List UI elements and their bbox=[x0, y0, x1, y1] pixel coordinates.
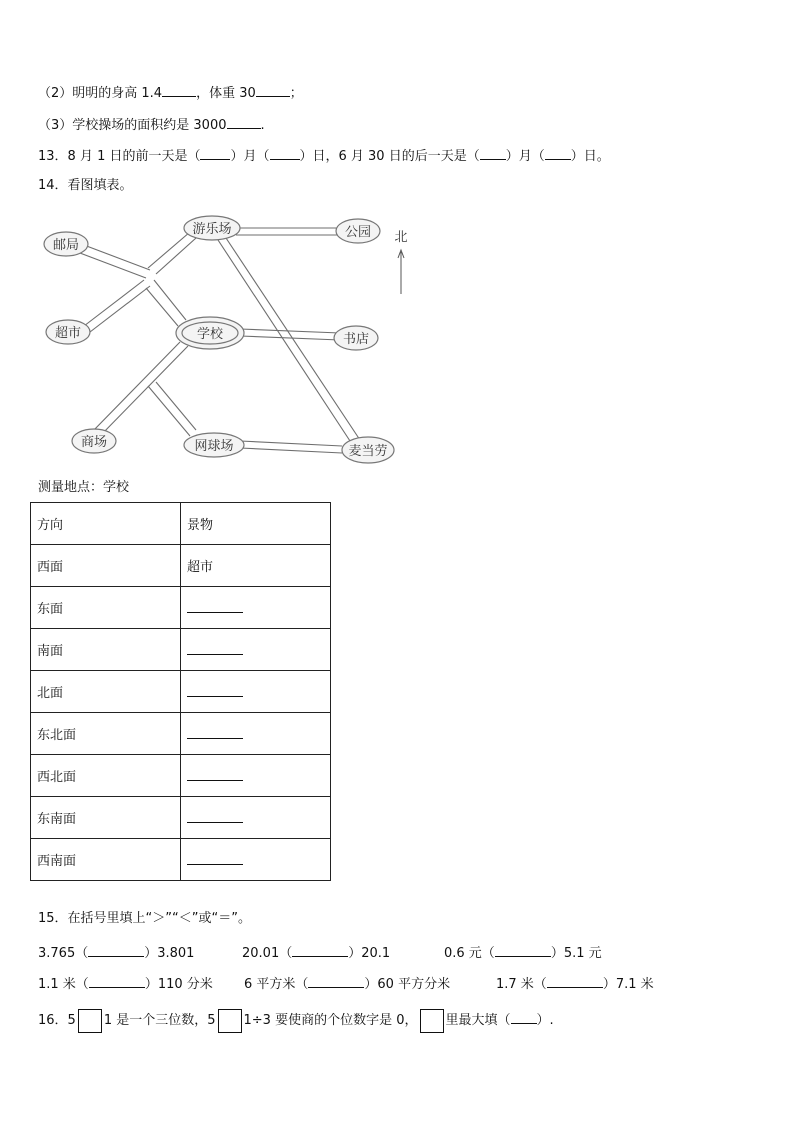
digit-box[interactable] bbox=[218, 1009, 242, 1033]
direction-cell: 东面 bbox=[31, 587, 181, 629]
compare-item bbox=[242, 942, 390, 963]
answer-blank[interactable] bbox=[227, 114, 261, 129]
table-row bbox=[31, 839, 331, 881]
table-row bbox=[31, 797, 331, 839]
post-office-label: 邮局 bbox=[52, 238, 80, 253]
answer-blank[interactable] bbox=[270, 145, 300, 160]
question-12-3 bbox=[38, 114, 265, 135]
answer-blank[interactable] bbox=[308, 973, 364, 988]
digit-box[interactable] bbox=[78, 1009, 102, 1033]
table-row bbox=[31, 545, 331, 587]
compare-item bbox=[496, 973, 654, 994]
school-label: 学校 bbox=[196, 327, 224, 342]
compare-left: 1.7 米（ bbox=[496, 977, 547, 992]
answer-blank[interactable] bbox=[88, 942, 144, 957]
compare-item bbox=[38, 973, 213, 994]
compare-right: ）60 平方分米 bbox=[364, 977, 451, 992]
amusement-park-label: 游乐场 bbox=[192, 222, 232, 237]
scene-cell: 超市 bbox=[181, 545, 331, 587]
compare-right: ）110 分米 bbox=[144, 977, 213, 992]
table-header-cell: 方向 bbox=[31, 503, 181, 545]
compare-right: ）5.1 元 bbox=[550, 946, 602, 961]
q13-text-d: ）月（ bbox=[505, 149, 545, 164]
compare-left: 20.01（ bbox=[242, 946, 293, 961]
compare-item bbox=[244, 973, 450, 994]
park-label: 公园 bbox=[344, 225, 372, 240]
q12-2-text-a: （2）明明的身高 1.4 bbox=[38, 86, 163, 101]
answer-blank[interactable] bbox=[187, 682, 243, 697]
bookstore-label: 书店 bbox=[342, 332, 370, 347]
scene-answer-cell bbox=[181, 755, 331, 797]
q13-text-b: ）月（ bbox=[230, 149, 270, 164]
answer-blank[interactable] bbox=[480, 145, 506, 160]
scene-answer-cell bbox=[181, 797, 331, 839]
map-diagram bbox=[40, 208, 410, 470]
direction-cell: 南面 bbox=[31, 629, 181, 671]
q12-3-text-a: （3）学校操场的面积约是 3000 bbox=[38, 118, 227, 133]
mall-label: 商场 bbox=[80, 435, 108, 450]
q16-text-e: ）. bbox=[536, 1013, 554, 1028]
tennis-court-label: 网球场 bbox=[194, 439, 234, 454]
answer-blank[interactable] bbox=[511, 1009, 537, 1024]
scene-answer-cell bbox=[181, 671, 331, 713]
answer-blank[interactable] bbox=[187, 724, 243, 739]
compare-item bbox=[38, 942, 194, 963]
answer-blank[interactable] bbox=[162, 82, 196, 97]
compare-left: 6 平方米（ bbox=[244, 977, 309, 992]
question-13 bbox=[38, 145, 610, 166]
direction-cell: 西北面 bbox=[31, 755, 181, 797]
q12-2-text-b: ，体重 30 bbox=[196, 86, 256, 101]
q16-text-a: 16．5 bbox=[38, 1013, 76, 1028]
direction-table bbox=[30, 502, 331, 881]
question-16 bbox=[38, 1008, 554, 1034]
digit-box[interactable] bbox=[420, 1009, 444, 1033]
q16-text-c: 1÷3 要使商的个位数字是 0， bbox=[243, 1013, 418, 1028]
answer-blank[interactable] bbox=[187, 766, 243, 781]
table-row bbox=[31, 587, 331, 629]
table-header-cell: 景物 bbox=[181, 503, 331, 545]
direction-cell: 北面 bbox=[31, 671, 181, 713]
compare-item bbox=[444, 942, 602, 963]
compare-right: ）3.801 bbox=[144, 946, 195, 961]
q16-text-b: 1 是一个三位数，5 bbox=[103, 1013, 216, 1028]
table-row bbox=[31, 755, 331, 797]
table-row bbox=[31, 713, 331, 755]
mcdonalds-label: 麦当劳 bbox=[348, 444, 388, 459]
answer-blank[interactable] bbox=[200, 145, 230, 160]
compare-right: ）7.1 米 bbox=[602, 977, 654, 992]
direction-cell: 西面 bbox=[31, 545, 181, 587]
answer-blank[interactable] bbox=[547, 973, 603, 988]
answer-blank[interactable] bbox=[187, 598, 243, 613]
compare-left: 0.6 元（ bbox=[444, 946, 495, 961]
question-15: 15．在括号里填上“＞”“＜”或“＝”。 bbox=[38, 911, 251, 926]
q13-text-e: ）日。 bbox=[570, 149, 610, 164]
compare-left: 1.1 米（ bbox=[38, 977, 89, 992]
north-arrow-icon bbox=[398, 250, 404, 294]
table-row bbox=[31, 671, 331, 713]
q16-text-d: 里最大填（ bbox=[445, 1013, 511, 1028]
answer-blank[interactable] bbox=[545, 145, 571, 160]
answer-blank[interactable] bbox=[256, 82, 290, 97]
answer-blank[interactable] bbox=[292, 942, 348, 957]
scene-answer-cell bbox=[181, 587, 331, 629]
scene-answer-cell bbox=[181, 629, 331, 671]
q13-text-c: ）日，6 月 30 日的后一天是（ bbox=[299, 149, 480, 164]
scene-answer-cell bbox=[181, 839, 331, 881]
direction-cell: 东北面 bbox=[31, 713, 181, 755]
answer-blank[interactable] bbox=[187, 640, 243, 655]
compare-left: 3.765（ bbox=[38, 946, 89, 961]
table-row bbox=[31, 629, 331, 671]
answer-blank[interactable] bbox=[187, 850, 243, 865]
north-label: 北 bbox=[394, 230, 408, 245]
measure-point: 测量地点：学校 bbox=[38, 480, 130, 495]
question-14: 14．看图填表。 bbox=[38, 178, 133, 193]
direction-cell: 西南面 bbox=[31, 839, 181, 881]
question-12-2 bbox=[38, 82, 303, 103]
table-header-row bbox=[31, 503, 331, 545]
q13-text-a: 13．8 月 1 日的前一天是（ bbox=[38, 149, 201, 164]
supermarket-label: 超市 bbox=[54, 326, 82, 341]
direction-cell: 东南面 bbox=[31, 797, 181, 839]
q12-3-text-b: . bbox=[260, 118, 265, 133]
q12-2-text-c: ； bbox=[289, 86, 303, 101]
answer-blank[interactable] bbox=[89, 973, 145, 988]
scene-answer-cell bbox=[181, 713, 331, 755]
answer-blank[interactable] bbox=[495, 942, 551, 957]
answer-blank[interactable] bbox=[187, 808, 243, 823]
compare-right: ）20.1 bbox=[348, 946, 391, 961]
